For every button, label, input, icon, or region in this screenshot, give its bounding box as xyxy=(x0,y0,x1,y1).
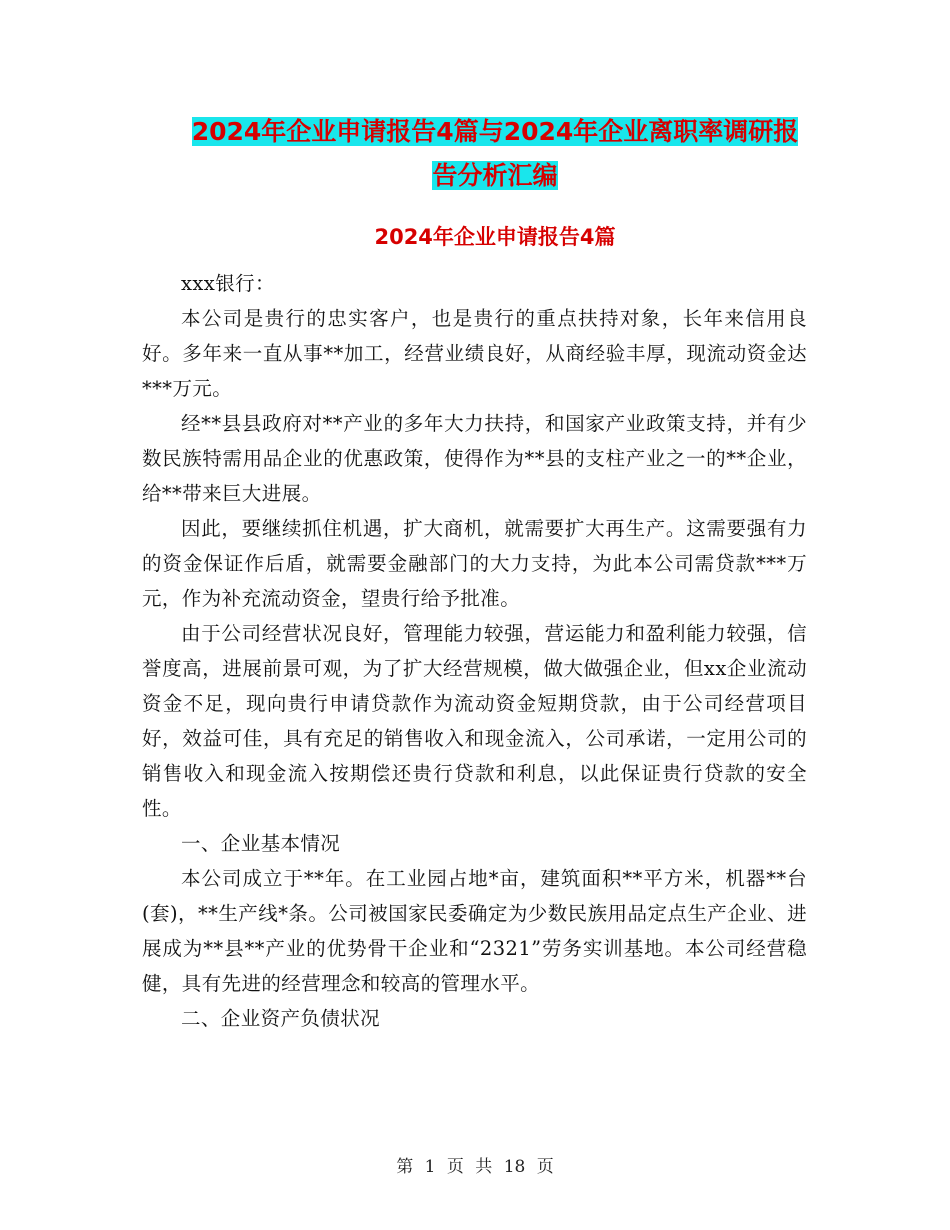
document-title xyxy=(140,110,850,198)
paragraph: 本公司成立于**年。在工业园占地*亩，建筑面积**平方米，机器**台(套)，**生产线*条。公司被国家民委确定为少数民族用品定点生产企业、进展成为**县**产业的优势骨干企业和“2321”劳务实训基地。本公司经营稳健，具有先进的经营理念和较高的管理水平。 xyxy=(142,867,807,995)
paragraph: 因此，要继续抓住机遇，扩大商机，就需要扩大再生产。这需要强有力的资金保证作后盾，就需要金融部门的大力支持，为此本公司需贷款***万元，作为补充流动资金，望贵行给予批准。 xyxy=(142,517,807,610)
section-title: 2024年企业申请报告4篇 xyxy=(374,225,616,249)
salutation: xxx银行： xyxy=(181,272,275,295)
document-body xyxy=(142,266,807,1036)
paragraph: 经**县县政府对**产业的多年大力扶持，和国家产业政策支持，并有少数民族特需用品企业的优惠政策，使得作为**县的支柱产业之一的**企业，给**带来巨大进展。 xyxy=(142,412,807,505)
section-heading: 一、企业基本情况 xyxy=(181,832,341,855)
section-heading: 二、企业资产负债状况 xyxy=(181,1007,381,1030)
paragraph: 本公司是贵行的忠实客户，也是贵行的重点扶持对象，长年来信用良好。多年来一直从事**加工，经营业绩良好，从商经验丰厚，现流动资金达***万元。 xyxy=(142,307,807,400)
document-title-line2: 告分析汇编 xyxy=(432,161,558,190)
paragraph: 由于公司经营状况良好，管理能力较强，营运能力和盈利能力较强，信誉度高，进展前景可观，为了扩大经营规模，做大做强企业，但xx企业流动资金不足，现向贵行申请贷款作为流动资金短期贷款，由于公司经营项目好，效益可佳，具有充足的销售收入和现金流入，公司承诺，一定用公司的销售收入和现金流入按期偿还贵行贷款和利息，以此保证贵行贷款的安全性。 xyxy=(142,622,807,820)
page-footer: 第 1 页 共 18 页 xyxy=(396,1157,554,1177)
document-title-line1: 2024年企业申请报告4篇与2024年企业离职率调研报 xyxy=(191,117,799,146)
